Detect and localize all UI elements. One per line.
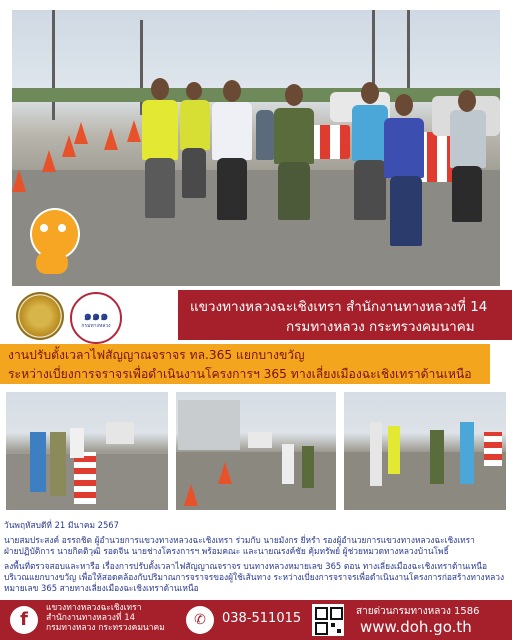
paragraph-1-line-2: ฝ่ายปฏิบัติการ นายกิตติวุฒิ รอดจีน นายช่างโครงการฯ พร้อมคณะ และนายณรงค์ชัย คุ้มทรัพย์ ผู้ช่วยหมวดทางหลวงบ้านโพธิ์: [4, 546, 449, 556]
hero-photo: [12, 10, 500, 286]
logo-111-text: ๑๑๑: [83, 309, 109, 324]
qr-code-icon: [312, 604, 344, 636]
headline-line-2: ระหว่างเบี่ยงการจราจรเพื่อดำเนินงานโครงการฯ 365 ทางเลี่ยงเมืองฉะเชิงเทราด้านเหนือ: [8, 367, 472, 381]
date-text: วันพฤหัสบดีที่ 21 มีนาคม 2567: [4, 520, 119, 530]
headline-line-1: งานปรับตั้งเวลาไฟสัญญาณจราจร ทล.365 แยกบางขวัญ: [8, 348, 305, 362]
logo-caption: กรมทางหลวง: [81, 323, 111, 329]
title-banner: [178, 290, 512, 340]
phone-number[interactable]: 038-511015: [222, 611, 302, 626]
department-seal-logo: [16, 292, 64, 340]
fb-line-1: แขวงทางหลวงฉะเชิงเทรา: [46, 603, 142, 613]
phone-icon: ✆: [186, 606, 214, 634]
banner-line-1: แขวงทางหลวงฉะเชิงเทรา สำนักงานทางหลวงที่ 14: [190, 299, 488, 315]
headline-box: [0, 344, 490, 384]
fb-line-3: กรมทางหลวง กระทรวงคมนาคม: [46, 623, 165, 633]
highway-111-logo: [70, 292, 122, 344]
paragraph-2-line-2: บริเวณแยกบางขวัญ เพื่อให้สอดคล้องกับปริมาณการจราจรของผู้ใช้เส้นทาง ระหว่างเบี่ยงการจราจรเพื่อดำเนินงานโครงการก่อสร้างทางหลวง: [4, 572, 505, 582]
website-link[interactable]: www.doh.go.th: [360, 618, 472, 636]
footer-bar: [0, 600, 512, 640]
paragraph-2-line-1: ลงพื้นที่ตรวจสอบและหารือ เรื่องการปรับตั้งเวลาไฟสัญญาณจราจร บนทางหลวงหมายเลข 365 ตอน ทางเลี่ยงเมืองฉะเชิงเทราด้านเหนือ: [4, 561, 487, 571]
paragraph-1-line-1: นายสมประสงค์ อรรถชิต ผู้อำนวยการแขวงทางหลวงฉะเชิงเทรา ร่วมกับ นายมังกร ยี่หรำ รองผู้อำนวยการแขวงทางหลวงฉะเชิงเทรา: [4, 535, 475, 545]
photo-2: [176, 392, 336, 510]
hotline-text: สายด่วนกรมทางหลวง 1586: [356, 606, 480, 617]
facebook-icon[interactable]: f: [10, 606, 38, 634]
paragraph-2-line-3: หมายเลข 365 สายทางเลี่ยงเมืองฉะเชิงเทราด้านเหนือ: [4, 583, 199, 593]
banner-line-2: กรมทางหลวง กระทรวงคมนาคม: [286, 319, 475, 335]
facebook-page-link[interactable]: [46, 603, 165, 633]
photo-3: [344, 392, 506, 510]
fb-line-2: สำนักงานทางหลวงที่ 14: [46, 613, 136, 623]
photo-1: [6, 392, 168, 510]
